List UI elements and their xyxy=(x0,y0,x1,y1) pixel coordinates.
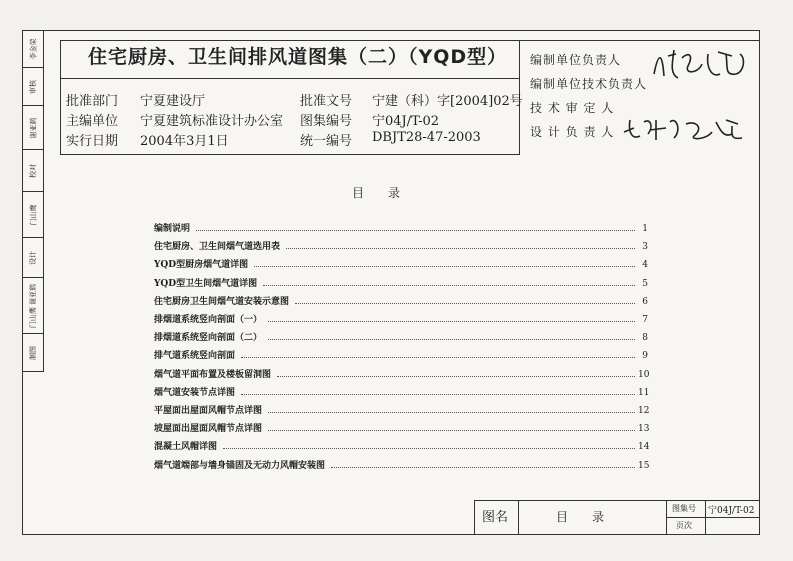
strip-cell: 李金荣 xyxy=(22,30,44,68)
toc-item-label: 烟气道平面布置及楼板留洞图 xyxy=(154,369,272,380)
strip-cell: 设计 xyxy=(22,238,44,278)
strip-cell: 谢亚鹤 xyxy=(22,106,44,150)
toc-item-label: 混凝土风帽详图 xyxy=(154,442,218,453)
toc-item xyxy=(154,327,648,343)
role-label: 设 计 负 责 人 xyxy=(530,125,615,139)
atlas-title: 住宅厨房、卫生间排风道图集（二）（YQD型） xyxy=(88,46,508,68)
toc-item xyxy=(154,291,648,307)
toc-item-page: 11 xyxy=(638,387,650,398)
title-block-divider xyxy=(518,500,519,535)
toc-item-page: 12 xyxy=(638,406,650,416)
toc-leader-dots xyxy=(268,320,635,322)
doc-no: 宁建（科）字[2004]02号 xyxy=(372,94,523,109)
toc-item-page: 1 xyxy=(642,224,648,234)
toc-leader-dots xyxy=(223,447,635,449)
toc-item xyxy=(154,345,648,361)
approve-dept: 宁夏建设厅 xyxy=(140,94,206,109)
strip-cell: 门山鹰 谢亚鹤 xyxy=(22,278,44,334)
toc-leader-dots xyxy=(268,338,635,340)
title-block-divider xyxy=(666,517,760,518)
toc-item xyxy=(154,273,648,289)
toc-item-page: 7 xyxy=(642,315,648,325)
toc-item-page: 10 xyxy=(638,369,650,380)
toc-item xyxy=(154,309,648,325)
strip-cell: 审核 xyxy=(22,68,44,106)
toc-item-label: 烟气道端部与墙身锚固及无动力风帽安装图 xyxy=(154,460,326,471)
toc-leader-dots xyxy=(277,375,635,377)
role-label: 编制单位负责人 xyxy=(530,53,622,67)
toc-leader-dots xyxy=(254,265,635,267)
toc-item-page: 3 xyxy=(642,242,648,253)
title-block-atlas-no: 宁04J/T-02 xyxy=(708,506,755,516)
toc-item-page: 4 xyxy=(642,260,648,271)
unified-no-label: 统一编号 xyxy=(300,134,353,149)
toc-item-label: 编制说明 xyxy=(154,224,191,234)
toc-leader-dots xyxy=(241,356,635,358)
toc-item-page: 15 xyxy=(638,460,650,471)
date: 2004年3月1日 xyxy=(140,134,229,149)
toc-item xyxy=(154,254,648,270)
toc-item-label: 排烟道系统竖向剖面（一） xyxy=(154,315,263,325)
toc-leader-dots xyxy=(286,247,635,249)
toc-leader-dots xyxy=(295,302,635,304)
toc-title: 目 录 xyxy=(352,186,401,200)
toc-item-label: YQD型卫生间烟气道详图 xyxy=(154,278,258,289)
toc-item-label: 排气道系统竖向剖面 xyxy=(154,351,236,362)
strip-cell: 门山鹰 xyxy=(22,192,44,238)
date-label: 实行日期 xyxy=(66,134,119,149)
toc-item xyxy=(154,436,648,452)
title-block-page-label: 页次 xyxy=(676,521,692,530)
toc-item xyxy=(154,418,648,434)
unified-no: DBJT28-47-2003 xyxy=(372,130,481,145)
doc-no-label: 批准文号 xyxy=(300,94,353,109)
left-signature-strip xyxy=(22,30,44,372)
toc-item-label: 烟气道安装节点详图 xyxy=(154,387,236,398)
toc-leader-dots xyxy=(331,466,635,468)
toc-item-page: 14 xyxy=(638,442,650,453)
title-block-name: 目 录 xyxy=(556,510,605,524)
header-divider xyxy=(60,78,520,79)
editor-label: 主编单位 xyxy=(66,114,119,129)
toc-item-label: 住宅厨房卫生间烟气道安装示意图 xyxy=(154,296,290,307)
toc-item xyxy=(154,218,648,234)
toc-item xyxy=(154,364,648,380)
toc-item-label: 住宅厨房、卫生间烟气道选用表 xyxy=(154,242,281,253)
toc-leader-dots xyxy=(263,284,635,286)
toc-leader-dots xyxy=(268,429,635,431)
toc-item-label: 排烟道系统竖向剖面（二） xyxy=(154,333,263,344)
toc-item-label: 坡屋面出屋面风帽节点详图 xyxy=(154,424,263,435)
handwritten-signature xyxy=(648,44,758,86)
toc-item-page: 9 xyxy=(642,351,648,362)
title-block-atlas-label: 图集号 xyxy=(672,504,696,513)
role-label: 技 术 审 定 人 xyxy=(530,101,615,115)
toc-leader-dots xyxy=(196,229,635,231)
title-block-name-label: 图名 xyxy=(482,510,509,525)
toc-item-page: 6 xyxy=(642,296,648,307)
strip-cell: 制图 xyxy=(22,334,44,372)
toc-item xyxy=(154,400,648,416)
strip-cell: 校对 xyxy=(22,150,44,192)
toc-item-page: 8 xyxy=(642,333,648,344)
approve-dept-label: 批准部门 xyxy=(66,94,119,109)
toc-item-label: 平屋面出屋面风帽节点详图 xyxy=(154,406,263,416)
atlas-no: 宁04J/T-02 xyxy=(372,114,440,129)
toc-item xyxy=(154,236,648,252)
editor: 宁夏建筑标准设计办公室 xyxy=(140,114,284,129)
handwritten-signature xyxy=(620,110,750,146)
toc-item-page: 13 xyxy=(638,424,650,435)
toc-leader-dots xyxy=(241,393,635,395)
toc-item xyxy=(154,382,648,398)
toc-item xyxy=(154,455,648,471)
toc-leader-dots xyxy=(268,411,635,413)
atlas-no-label: 图集编号 xyxy=(300,114,353,129)
role-label: 编制单位技术负责人 xyxy=(530,77,648,91)
toc-item-page: 5 xyxy=(642,278,648,289)
toc-item-label: YQD型厨房烟气道详图 xyxy=(154,260,249,271)
